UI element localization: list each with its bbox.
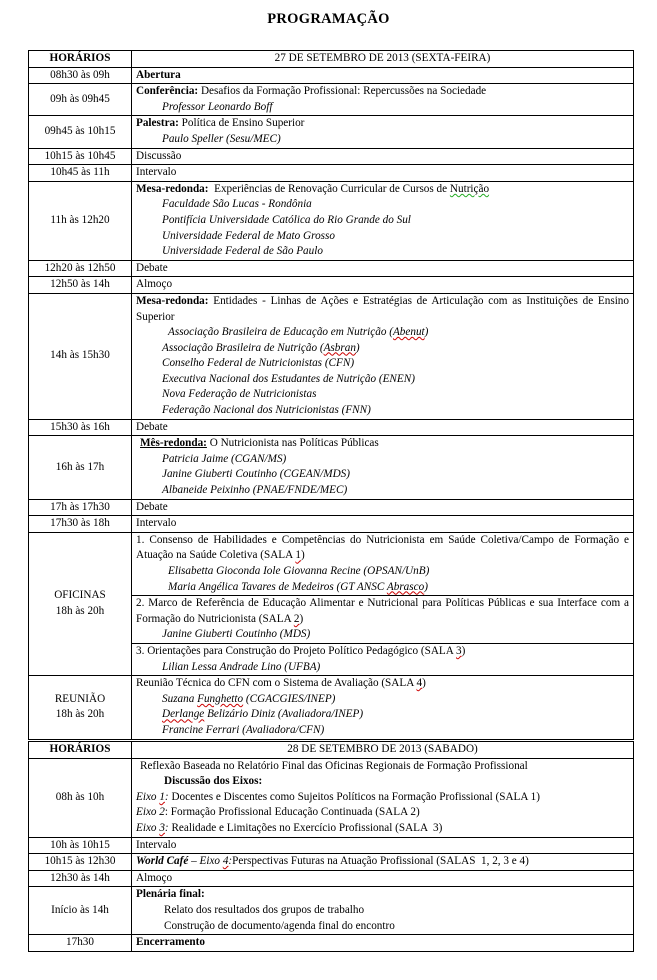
table-row [29, 870, 634, 887]
table-row [29, 148, 634, 165]
participant: Conselho Federal de Nutricionistas (CFN) [162, 357, 355, 370]
participant [136, 707, 629, 723]
workshop-text: 2. Marco de Referência de Educação Alimentar e Nutricional para Políticas Públicas e sua Interface com a Formação do Nutricionista (SALA [136, 597, 632, 625]
workshop-text-end: ) [461, 644, 466, 657]
session-label: Palestra: [136, 117, 179, 130]
table-row [29, 935, 634, 952]
time-cell: 10h15 às 10h45 [29, 148, 132, 165]
time-cell-reuniao [29, 676, 132, 739]
session-text: Debate [132, 260, 634, 277]
participant: Elisabetta Gioconda Iole Giovanna Recine (OPSAN/UnB) [168, 565, 430, 577]
participant [136, 692, 629, 708]
time-cell-oficinas [29, 532, 132, 675]
time-cell: 10h45 às 11h [29, 165, 132, 182]
time-cell: 12h30 às 14h [29, 870, 132, 887]
participant [136, 580, 629, 596]
session-title: Experiências de Renovação Curricular de Cursos de [208, 182, 450, 195]
table-row [29, 165, 634, 182]
time-cell: 10h15 às 12h30 [29, 854, 132, 871]
participant: Executiva Nacional dos Estudantes de Nutrição (ENEN) [162, 372, 415, 385]
table-row [29, 499, 634, 516]
participant: Lilian Lessa Andrade Lino (UFBA) [162, 660, 321, 673]
session-title: Entidades - Linhas de Ações e Estratégias de Articulação com as Instituições de Ensino Superior [136, 294, 632, 323]
axis-text: Realidade e Limitações no Exercício Profissional (SALA 3) [168, 821, 443, 834]
table-row [29, 887, 634, 935]
participant-name: Funghetto [197, 692, 244, 705]
participant: Universidade Federal de Mato Grosso [162, 229, 335, 242]
meeting-text: Reunião Técnica do CFN com o Sistema de Avaliação (SALA [136, 677, 417, 690]
participant: Francine Ferrari (Avaliadora/CFN) [162, 723, 325, 736]
axis-colon: : [228, 855, 233, 868]
axis-number: 3 [159, 821, 165, 834]
time-cell: 17h30 às 18h [29, 516, 132, 533]
participant [136, 325, 629, 341]
time-label: REUNIÃO [54, 692, 106, 705]
time-cell: 11h às 12h20 [29, 181, 132, 260]
participant: Janine Giuberti Coutinho (MDS) [162, 628, 311, 641]
axis-item [136, 805, 629, 821]
session-label: World Café [136, 855, 189, 868]
axis-item [136, 790, 629, 806]
session-text: Intervalo [132, 516, 634, 533]
participant-abbr: Abrasco [386, 580, 425, 593]
table-row [29, 854, 634, 871]
session-label: Abertura [136, 68, 181, 81]
participant-text-end: ) [424, 326, 429, 339]
table-row [29, 436, 634, 499]
time-cell: 17h30 [29, 935, 132, 952]
participant-name: Derlange [162, 708, 205, 721]
participant-text: Associação Brasileira de Nutrição ( [162, 341, 324, 354]
workshop-title [136, 596, 632, 627]
session-text: Discussão [132, 148, 634, 165]
speaker: Professor Leonardo Boff [162, 100, 273, 113]
axis-number: 4 [222, 855, 229, 868]
table-row [29, 532, 634, 595]
session-label: Mesa-redonda: [136, 294, 209, 307]
time-cell: 08h às 10h [29, 758, 132, 837]
workshop-text: 3. Orientações para Construção do Projeto Político Pedagógico (SALA [136, 644, 457, 657]
session-text: Debate [132, 419, 634, 436]
session-text: Intervalo [132, 837, 634, 854]
time-cell: 10h às 10h15 [29, 837, 132, 854]
time-cell: 16h às 17h [29, 436, 132, 499]
header-time: HORÁRIOS [29, 51, 132, 68]
table-row [29, 260, 634, 277]
axis-text: Docentes e Discentes como Sujeitos Políticos na Formação Profissional (SALA 1) [168, 790, 540, 803]
participant-text-end: ) [424, 580, 428, 593]
session-title: Reflexão Baseada no Relatório Final das Oficinas Regionais de Formação Profissional [140, 759, 528, 772]
session-text: Almoço [132, 870, 634, 887]
table-row [29, 676, 634, 739]
axis-label: Eixo [136, 821, 160, 834]
table-row [29, 837, 634, 854]
participant [136, 341, 629, 357]
time-cell: 12h50 às 14h [29, 277, 132, 294]
plenary-item: Construção de documento/agenda final do encontro [164, 919, 395, 932]
table-row [29, 516, 634, 533]
session-label: Plenária final: [136, 888, 205, 901]
axis-number: 1 [159, 790, 165, 803]
time-range: 18h às 20h [55, 708, 105, 721]
workshop-text: 1. Consenso de Habilidades e Competências do Nutricionista em Saúde Coletiva/Campo de Formação e Atuação na Saúde Coletiva (SALA [136, 533, 632, 562]
participant-text-end: ) [355, 341, 360, 354]
time-cell: 12h20 às 12h50 [29, 260, 132, 277]
session-label: Conferência: [136, 85, 199, 98]
participant-abbr: Asbran [323, 341, 356, 354]
axis-colon: : [164, 821, 169, 834]
table-row [29, 67, 634, 84]
session-title: Perspectivas Futuras na Atuação Profissional (SALAS 1, 2, 3 e 4) [232, 855, 529, 868]
time-cell: Início às 14h [29, 887, 132, 935]
participant-abbr: Abenut [392, 326, 425, 339]
time-cell: 14h às 15h30 [29, 293, 132, 419]
meeting-text-end: ) [422, 677, 426, 690]
participant: Janine Giuberti Coutinho (CGEAN/MDS) [162, 468, 350, 481]
session-text: Almoço [132, 277, 634, 294]
participant: Albaneide Peixinho (PNAE/FNDE/MEC) [162, 484, 348, 497]
time-cell: 15h30 às 16h [29, 419, 132, 436]
session-subtitle: Discussão dos Eixos: [164, 775, 263, 788]
table-row [29, 758, 634, 837]
header-date: 28 DE SETEMBRO DE 2013 (SABADO) [132, 742, 634, 759]
axis-item [136, 821, 629, 837]
axis-label: Eixo 2 [136, 806, 165, 819]
workshop-text-end: ) [299, 612, 304, 625]
axis-label: Eixo [136, 790, 160, 803]
participant: Federação Nacional dos Nutricionistas (FNN) [162, 404, 371, 417]
session-label: Encerramento [132, 935, 634, 952]
table-row [29, 277, 634, 294]
time-label: OFICINAS [54, 589, 106, 602]
schedule-table-day2 [28, 741, 634, 952]
room-number: 3 [456, 644, 462, 657]
participant: Universidade Federal de São Paulo [162, 245, 323, 258]
workshop-text-end: ) [300, 549, 305, 562]
header-date: 27 DE SETEMBRO DE 2013 (SEXTA-FEIRA) [132, 51, 634, 68]
session-title-end: Nutrição [449, 182, 490, 195]
session-text: Intervalo [132, 165, 634, 182]
speaker: Paulo Speller (Sesu/MEC) [162, 132, 281, 145]
plenary-item: Relato dos resultados dos grupos de trabalho [164, 903, 365, 916]
table-row [29, 419, 634, 436]
header-time: HORÁRIOS [29, 742, 132, 759]
participant: Patricia Jaime (CGAN/MS) [162, 452, 287, 465]
meeting-title [136, 676, 629, 692]
participant-text-end: (CGACGIES/INEP) [243, 692, 336, 705]
axis-colon: : [164, 790, 169, 803]
session-title: Política de Ensino Superior [178, 117, 305, 130]
session-axis: – Eixo [188, 855, 223, 868]
table-header-row [29, 51, 634, 68]
table-row [29, 293, 634, 419]
time-cell: 17h às 17h30 [29, 499, 132, 516]
table-row [29, 84, 634, 116]
participant: Pontifícia Universidade Católica do Rio Grande do Sul [162, 213, 411, 226]
room-number: 2 [293, 612, 300, 625]
time-range: 18h às 20h [55, 604, 105, 617]
session-label: Mês-redonda: [140, 437, 207, 450]
participant-text: Suzana [162, 692, 198, 705]
table-row [29, 116, 634, 148]
session-title: Desafios da Formação Profissional: Repercussões na Sociedade [198, 85, 487, 98]
axis-text: : Formação Profissional Educação Continuada (SALA 2) [164, 806, 420, 819]
time-cell: 09h45 às 10h15 [29, 116, 132, 148]
participant: Nova Federação de Nutricionistas [162, 388, 317, 401]
table-row [29, 181, 634, 260]
workshop-title [136, 533, 632, 564]
table-header-row [29, 742, 634, 759]
workshop-title [136, 644, 629, 660]
session-label: Mesa-redonda: [136, 182, 209, 195]
participant-text: Belizário Diniz (Avaliadora/INEP) [204, 708, 364, 721]
room-number: 4 [416, 677, 423, 690]
page-title: PROGRAMAÇÃO [267, 11, 390, 27]
session-title: O Nutricionista nas Políticas Públicas [206, 437, 379, 450]
session-text: Debate [132, 499, 634, 516]
participant: Faculdade São Lucas - Rondônia [162, 198, 312, 211]
participant-text: Maria Angélica Tavares de Medeiros (GT ANSC [168, 580, 387, 593]
room-number: 1 [295, 549, 301, 562]
participant-text: Associação Brasileira de Educação em Nutrição ( [168, 326, 393, 339]
time-cell: 08h30 às 09h [29, 67, 132, 84]
time-cell: 09h às 09h45 [29, 84, 132, 116]
schedule-table-day1 [28, 50, 634, 740]
